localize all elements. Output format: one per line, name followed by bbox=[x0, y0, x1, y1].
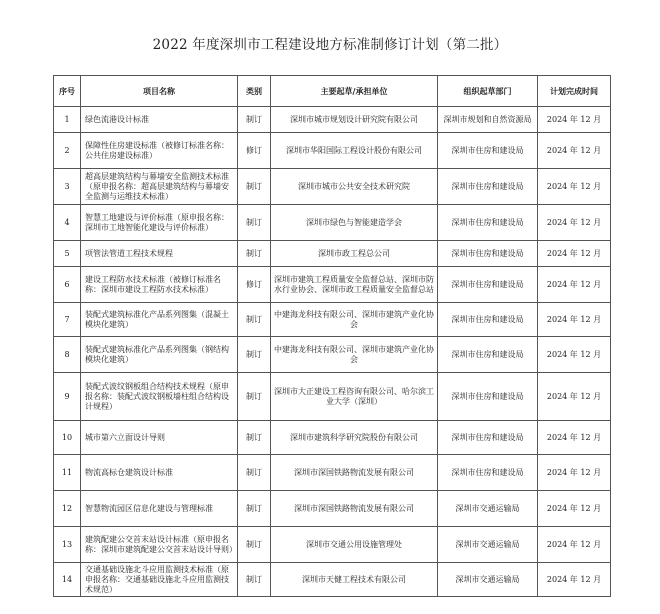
cell-project-name: 装配式波纹钢板组合结构技术规程（原申报名称：装配式波纹钢板墙柱组合结构设计规程） bbox=[81, 373, 238, 421]
cell-unit: 深圳市政工程总公司 bbox=[271, 241, 438, 267]
cell-dept: 深圳市交通运输局 bbox=[438, 527, 538, 563]
cell-no: 8 bbox=[54, 337, 81, 373]
table-row bbox=[54, 107, 611, 133]
cell-project-name: 物流高标仓建筑设计标准 bbox=[81, 455, 238, 491]
header-name: 项目名称 bbox=[81, 76, 238, 107]
cell-type: 制订 bbox=[238, 337, 271, 373]
cell-dept: 深圳市住房和建设局 bbox=[438, 241, 538, 267]
cell-project-name: 建筑配建公交首末站设计标准（原申报名称：深圳市建筑配建公交首末站设计导则） bbox=[81, 527, 238, 563]
cell-time: 2024 年 12 月 bbox=[538, 337, 611, 373]
table-row bbox=[54, 527, 611, 563]
cell-type: 制订 bbox=[238, 241, 271, 267]
cell-time: 2024 年 12 月 bbox=[538, 491, 611, 527]
header-unit: 主要起草/承担单位 bbox=[271, 76, 438, 107]
table-row bbox=[54, 491, 611, 527]
cell-time: 2024 年 12 月 bbox=[538, 527, 611, 563]
cell-unit: 深圳市建筑科学研究院股份有限公司 bbox=[271, 421, 438, 455]
cell-project-name: 智慧物流园区信息化建设与管理标准 bbox=[81, 491, 238, 527]
cell-project-name: 项管法管道工程技术规程 bbox=[81, 241, 238, 267]
table-row bbox=[54, 373, 611, 421]
cell-unit: 深圳市建筑工程质量安全监督总站、深圳市防水行业协会、深圳市政工程质量安全监督总站 bbox=[271, 267, 438, 303]
cell-unit: 深圳市城市公共安全技术研究院 bbox=[271, 169, 438, 205]
header-time: 计划完成时间 bbox=[538, 76, 611, 107]
cell-project-name: 装配式建筑标准化产品系列图集（混凝土模块化建筑） bbox=[81, 303, 238, 337]
cell-unit: 深圳市大正建设工程咨询有限公司、哈尔滨工业大学（深圳） bbox=[271, 373, 438, 421]
page-title: 2022 年度深圳市工程建设地方标准制修订计划（第二批） bbox=[152, 37, 508, 53]
cell-no: 6 bbox=[54, 267, 81, 303]
cell-dept: 深圳市住房和建设局 bbox=[438, 373, 538, 421]
header-dept: 组织起草部门 bbox=[438, 76, 538, 107]
cell-dept: 深圳市规划和自然资源局 bbox=[438, 107, 538, 133]
cell-unit: 深圳市城市规划设计研究院有限公司 bbox=[271, 107, 438, 133]
cell-no: 14 bbox=[54, 563, 81, 597]
cell-time: 2024 年 12 月 bbox=[538, 303, 611, 337]
cell-project-name: 保障性住房建设标准（被修订标准名称：公共住房建设标准） bbox=[81, 133, 238, 169]
cell-dept: 深圳市住房和建设局 bbox=[438, 267, 538, 303]
cell-no: 11 bbox=[54, 455, 81, 491]
table-row bbox=[54, 241, 611, 267]
cell-time: 2024 年 12 月 bbox=[538, 267, 611, 303]
cell-unit: 深圳市华阳国际工程设计股份有限公司 bbox=[271, 133, 438, 169]
header-no: 序号 bbox=[54, 76, 81, 107]
table-row bbox=[54, 267, 611, 303]
cell-type: 制订 bbox=[238, 421, 271, 455]
cell-dept: 深圳市住房和建设局 bbox=[438, 303, 538, 337]
cell-project-name: 超高层建筑结构与幕墙安全监测技术标准（原申报名称：超高层建筑结构与幕墙安全监测与运维技术标准） bbox=[81, 169, 238, 205]
cell-no: 5 bbox=[54, 241, 81, 267]
cell-dept: 深圳市交通运输局 bbox=[438, 563, 538, 597]
cell-no: 3 bbox=[54, 169, 81, 205]
cell-project-name: 建设工程防水技术标准（被修订标准名称：深圳市建设工程防水技术标准） bbox=[81, 267, 238, 303]
cell-time: 2024 年 12 月 bbox=[538, 455, 611, 491]
cell-type: 制订 bbox=[238, 455, 271, 491]
cell-no: 9 bbox=[54, 373, 81, 421]
table-row bbox=[54, 133, 611, 169]
cell-time: 2024 年 12 月 bbox=[538, 421, 611, 455]
cell-no: 1 bbox=[54, 107, 81, 133]
table-row bbox=[54, 303, 611, 337]
cell-type: 制订 bbox=[238, 169, 271, 205]
cell-no: 7 bbox=[54, 303, 81, 337]
table-row bbox=[54, 455, 611, 491]
table-row bbox=[54, 563, 611, 597]
cell-project-name: 城市第六立面设计导则 bbox=[81, 421, 238, 455]
header-type: 类别 bbox=[238, 76, 271, 107]
cell-unit: 深圳市深国铁路物流发展有限公司 bbox=[271, 455, 438, 491]
table-header-row bbox=[54, 76, 611, 107]
cell-dept: 深圳市住房和建设局 bbox=[438, 133, 538, 169]
cell-no: 4 bbox=[54, 205, 81, 241]
cell-type: 制订 bbox=[238, 107, 271, 133]
cell-project-name: 装配式建筑标准化产品系列图集（钢结构模块化建筑） bbox=[81, 337, 238, 373]
cell-no: 10 bbox=[54, 421, 81, 455]
plan-table bbox=[53, 75, 611, 597]
cell-time: 2024 年 12 月 bbox=[538, 169, 611, 205]
cell-project-name: 智慧工地建设与评价标准（原申报名称：深圳市工地智能化建设与评价标准） bbox=[81, 205, 238, 241]
cell-no: 2 bbox=[54, 133, 81, 169]
cell-dept: 深圳市住房和建设局 bbox=[438, 337, 538, 373]
cell-unit: 深圳市深国铁路物流发展有限公司 bbox=[271, 491, 438, 527]
cell-time: 2024 年 12 月 bbox=[538, 241, 611, 267]
cell-type: 制订 bbox=[238, 373, 271, 421]
cell-unit: 深圳市天健工程技术有限公司 bbox=[271, 563, 438, 597]
table-row bbox=[54, 169, 611, 205]
cell-type: 制订 bbox=[238, 563, 271, 597]
cell-dept: 深圳市住房和建设局 bbox=[438, 455, 538, 491]
cell-time: 2024 年 12 月 bbox=[538, 373, 611, 421]
cell-type: 制订 bbox=[238, 205, 271, 241]
table-row bbox=[54, 337, 611, 373]
table-row bbox=[54, 205, 611, 241]
cell-dept: 深圳市住房和建设局 bbox=[438, 169, 538, 205]
table-row bbox=[54, 421, 611, 455]
cell-project-name: 绿色流港设计标准 bbox=[81, 107, 238, 133]
cell-dept: 深圳市住房和建设局 bbox=[438, 205, 538, 241]
cell-unit: 中建海龙科技有限公司、深圳市建筑产业化协会 bbox=[271, 303, 438, 337]
cell-time: 2024 年 12 月 bbox=[538, 205, 611, 241]
cell-no: 12 bbox=[54, 491, 81, 527]
cell-unit: 深圳市交通公用设施管理处 bbox=[271, 527, 438, 563]
cell-type: 制订 bbox=[238, 303, 271, 337]
cell-dept: 深圳市交通运输局 bbox=[438, 491, 538, 527]
cell-unit: 中建海龙科技有限公司、深圳市建筑产业化协会 bbox=[271, 337, 438, 373]
cell-time: 2024 年 12 月 bbox=[538, 107, 611, 133]
cell-type: 制订 bbox=[238, 491, 271, 527]
cell-type: 修订 bbox=[238, 133, 271, 169]
cell-type: 制订 bbox=[238, 527, 271, 563]
cell-dept: 深圳市住房和建设局 bbox=[438, 421, 538, 455]
cell-no: 13 bbox=[54, 527, 81, 563]
cell-time: 2024 年 12 月 bbox=[538, 133, 611, 169]
cell-project-name: 交通基础设施北斗应用监测技术标准（原申报名称：交通基础设施北斗应用监测技术规范） bbox=[81, 563, 238, 597]
cell-time: 2024 年 12 月 bbox=[538, 563, 611, 597]
cell-type: 修订 bbox=[238, 267, 271, 303]
cell-unit: 深圳市绿色与智能建造学会 bbox=[271, 205, 438, 241]
